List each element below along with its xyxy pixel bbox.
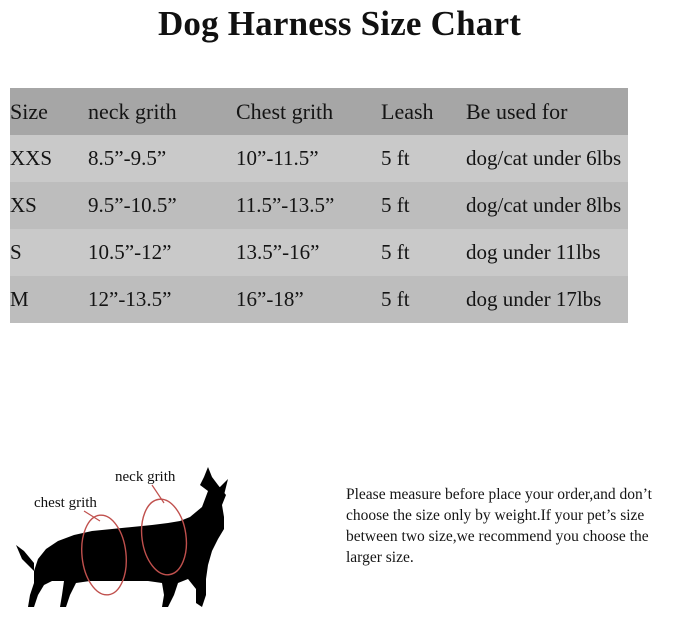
table-row — [10, 135, 628, 182]
cell-chest-girth: 16”-18” — [236, 287, 304, 311]
size-chart-table — [10, 88, 628, 323]
cell-neck-girth: 12”-13.5” — [88, 287, 172, 311]
cell-chest-girth: 13.5”-16” — [236, 240, 320, 264]
dog-measurement-diagram — [12, 455, 322, 635]
table-row — [10, 276, 628, 323]
cell-leash: 5 ft — [381, 146, 410, 170]
cell-be-used-for: dog under 11lbs — [466, 240, 601, 264]
chest-girth-label: chest grith — [34, 495, 97, 511]
cell-neck-girth: 10.5”-12” — [88, 240, 172, 264]
neck-girth-label: neck grith — [115, 469, 176, 485]
cell-size: XXS — [10, 146, 53, 170]
cell-leash: 5 ft — [381, 287, 410, 311]
cell-neck-girth: 9.5”-10.5” — [88, 193, 177, 217]
column-header-size: Size — [10, 98, 48, 124]
column-header-leash: Leash — [381, 98, 434, 124]
cell-size: S — [10, 240, 22, 264]
column-header-neck-girth: neck grith — [88, 98, 177, 124]
cell-size: M — [10, 287, 29, 311]
cell-leash: 5 ft — [381, 193, 410, 217]
cell-size: XS — [10, 193, 37, 217]
table-row — [10, 182, 628, 229]
table-header-row — [10, 88, 628, 135]
cell-chest-girth: 10”-11.5” — [236, 146, 319, 170]
cell-chest-girth: 11.5”-13.5” — [236, 193, 335, 217]
cell-be-used-for: dog under 17lbs — [466, 287, 602, 311]
column-header-be-used-for: Be used for — [466, 98, 568, 124]
cell-neck-girth: 8.5”-9.5” — [88, 146, 167, 170]
table-row — [10, 229, 628, 276]
cell-be-used-for: dog/cat under 6lbs — [466, 146, 622, 170]
cell-be-used-for: dog/cat under 8lbs — [466, 193, 622, 217]
column-header-chest-girth: Chest grith — [236, 98, 334, 124]
page-title: Dog Harness Size Chart — [157, 4, 522, 43]
cell-leash: 5 ft — [381, 240, 410, 264]
measurement-note: Please measure before place your order,and don’t choose the size only by weight.If your pet’s size between two size,we recommend you choose the larger size. — [346, 486, 652, 566]
